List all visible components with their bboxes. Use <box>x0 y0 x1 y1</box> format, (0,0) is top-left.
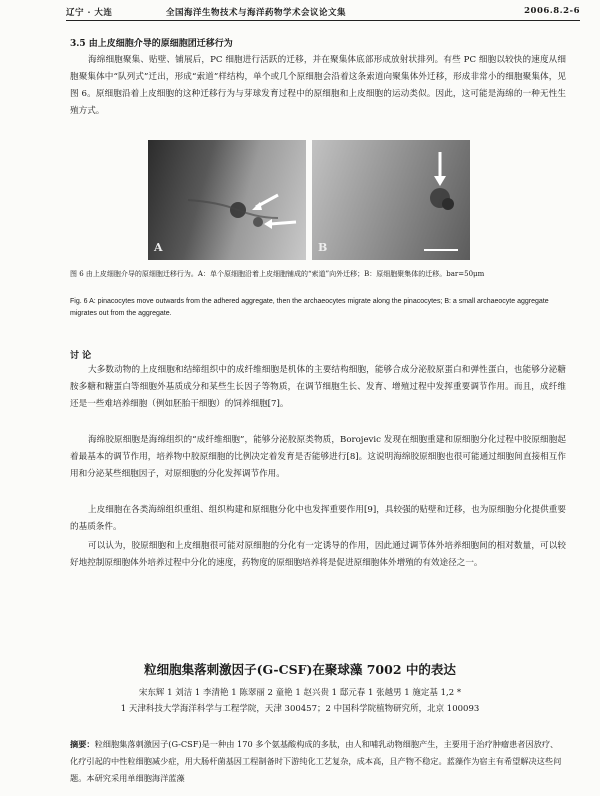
discussion-paragraph-3: 上皮细胞在各类海绵组织重组、组织构建和原细胞分化中也发挥重要作用[9]，具较强的贴壁和迁移，也为原细胞分化提供重要的基质条件。 <box>70 505 566 532</box>
discussion-paragraph-2: 海绵胶原细胞是海绵组织的“成纤维细胞”，能够分泌胶原类物质，Borojevic 发现在细胞重建和原细胞分化过程中胶原细胞起着最基本的调节作用，培养物中胶原细胞的比例决定着发育是否能够进行[8]。这说明海绵胶原细胞也很可能通过细胞间直接相互作用和分泌某些细胞因子，对原细胞的分化发挥调节作用。 <box>70 435 566 479</box>
arrow-icon <box>434 176 446 186</box>
panel-a-label: A <box>154 241 163 254</box>
discussion-heading: 讨 论 <box>70 351 92 361</box>
micrograph-a <box>148 140 306 260</box>
migration-paragraph: 海绵细胞聚集、贴壁、铺展后，PC 细胞进行活跃的迁移，并在聚集体底部形成放射状排列。有些 PC 细胞以较快的速度从细胞聚集体中“队列式”迁出，形成“索道”样结构，单个或几个原细胞会沿着这条索道向聚集体外迁移，形成非常小的细胞聚集体，见图 6。原细胞沿着上皮细胞的这种迁移行为与芽球发育过程中的原细胞和上皮细胞的运动类似。因此，这可能是海绵的一种无性生殖方式。 <box>70 55 566 116</box>
discussion-paragraph-4: 可以认为，胶原细胞和上皮细胞很可能对原细胞的分化有一定诱导的作用，因此通过调节体外培养细胞间的相对数量，可以较好地控制原细胞体外培养过程中分化的速度，药物度的原细胞培养将是促进原细胞体外增殖的有效途径之一。 <box>70 541 566 568</box>
figure-panel-a <box>148 140 306 260</box>
figure-caption-zh: 图 6 由上皮细胞介导的原细胞迁移行为。A：单个原细胞沿着上皮细胞铺成的“索道”向外迁移；B：原细胞聚集体的迁移。bar=50μm <box>70 270 485 278</box>
arrow-icon <box>264 219 272 229</box>
running-header <box>66 6 580 18</box>
discussion-paragraph-1: 大多数动物的上皮细胞和结缔组织中的成纤维细胞是机体的主要结构细胞，能够合成分泌胶原蛋白和弹性蛋白，也能够分泌糖胺多糖和糖蛋白等细胞外基质成分和某些生长因子等物质，在调节细胞生长、发育、增殖过程中发挥重要调节作用。而且，成纤维还是一些难培养细胞（例如胚胎干细胞）的饲养细胞[7]。 <box>70 365 566 409</box>
figure-panel-b <box>312 140 470 260</box>
micrograph-b <box>312 140 470 260</box>
next-article-title: 粒细胞集落刺激因子(G-CSF)在聚球藻 7002 中的表达 <box>144 662 456 677</box>
affiliation: 1 天津科技大学海洋科学与工程学院，天津 300457；2 中国科学院植物研究所，北京 100093 <box>120 704 480 714</box>
panel-b-label: B <box>318 241 328 254</box>
abstract <box>70 736 566 787</box>
header-location: 辽宁 · 大连 <box>66 8 113 18</box>
header-proceedings-title: 全国海洋生物技术与海洋药物学术会议论文集 <box>166 8 347 18</box>
author-list: 宋东辉 1 刘洁 1 李清艳 1 陈翠丽 2 童艳 1 赵兴贵 1 邸元春 1 张越男 1 施定基 1,2 * <box>138 688 462 698</box>
figure-caption-en: Fig. 6 A: pinacocytes move outwards from the adhered aggregate, then the archaeocytes migrate along the pinacocytes; B: a small archaeocyte aggregate migrates out from the aggregate. <box>70 298 549 317</box>
abstract-label: 摘要： <box>70 739 95 749</box>
abstract-text: 粒细胞集落刺激因子(G-CSF)是一种由 170 多个氨基酸构成的多肽，由人和哺乳动物细胞产生，主要用于治疗肿瘤患者因放疗、化疗引起的中性粒细胞减少症，用大肠杆菌基因工程制备时下游纯化工艺复杂，成本高，且产物不稳定。蓝藻作为宿主有希望解决这些问题。本研究采用单细胞海洋蓝藻 <box>70 739 562 783</box>
section-heading-3-5: 3.5 由上皮细胞介导的原细胞团迁移行为 <box>70 39 233 49</box>
header-date: 2006.8.2-6 <box>524 6 580 16</box>
header-rule <box>66 20 580 21</box>
figure-6 <box>148 140 470 260</box>
